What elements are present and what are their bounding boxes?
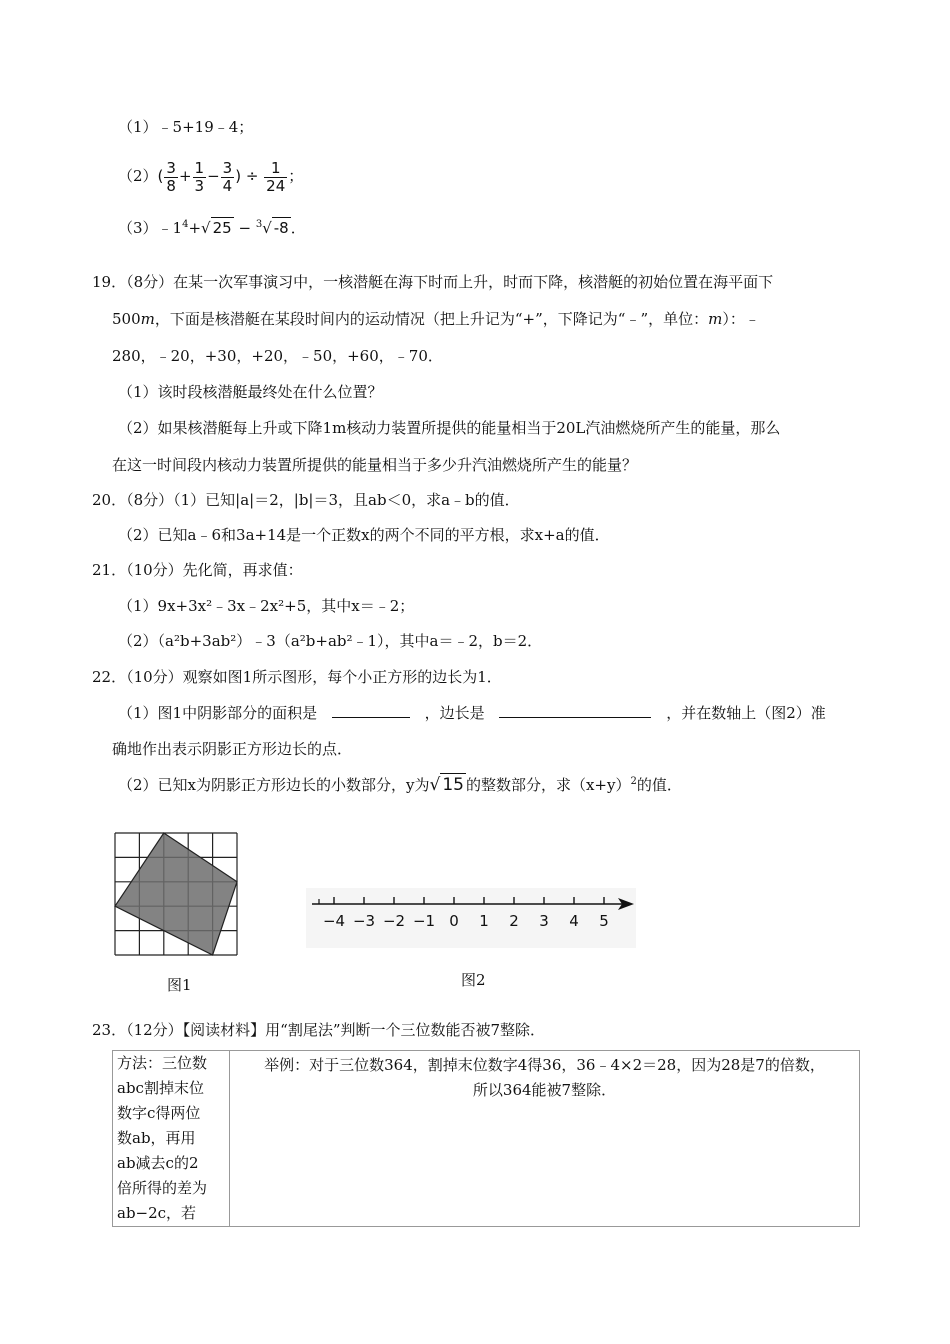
method-line: abc割掉末位 <box>117 1079 204 1097</box>
axis-tick-label: 1 <box>479 912 489 930</box>
cube-root-symbol: √ -8 <box>262 219 289 237</box>
example-line: 举例：对于三位数364，割掉末位数字4得36，36﹣4×2＝28，因为28是7的倍数， <box>264 1056 825 1074</box>
q22-line3: 确地作出表示阴影正方形边长的点． <box>112 740 353 758</box>
q23-line1: 23．（12分）【阅读材料】用“割尾法”判断一个三位数能否被7整除． <box>92 1021 546 1039</box>
fraction: $\frac{3}{4}$ <box>222 158 233 195</box>
q22-line4: （2）已知x为阴影正方形边长的小数部分，y为√ 15 的整数部分，求$(x+y)^2$的值． <box>118 775 682 795</box>
method-line: ab减去c的2 <box>117 1154 199 1172</box>
axis-tick-label: 4 <box>569 912 579 930</box>
fraction: $\frac{1}{3}$ <box>194 158 205 195</box>
axis-tick-label: −4 <box>322 912 346 930</box>
sqrt-symbol: √ 25 <box>201 219 232 237</box>
q21-line1: 21．（10分）先化简，再求值： <box>92 561 303 579</box>
figure2-caption: 图2 <box>461 971 486 989</box>
sqrt-symbol: √ 15 <box>429 775 464 795</box>
axis-tick-label: −1 <box>412 912 436 930</box>
q18-part1: （1）﹣5+19﹣4； <box>118 118 254 136</box>
reading-material-table <box>112 1050 860 1227</box>
axis-tick-label: 3 <box>539 912 549 930</box>
method-line: 数ab，再用 <box>117 1129 196 1147</box>
q21-line2: （1）9x+3x²﹣3x﹣2x²+5，其中x＝﹣2； <box>118 597 415 615</box>
q19-sub2: （2）如果核潜艇每上升或下降1m核动力装置所提供的能量相当于20L汽油燃烧所产生的能量，那么 <box>118 419 781 437</box>
method-line: ab−2c，若 <box>117 1204 197 1222</box>
answer-blank-side[interactable] <box>499 703 651 718</box>
q20-line1: 20．（8分）（1）已知|a|＝2，|b|＝3，且ab＜0，求a﹣b的值． <box>92 491 520 509</box>
example-line: 所以364能被7整除． <box>472 1081 617 1099</box>
q19-sub2-cont: 在这一时间段内核动力装置所提供的能量相当于多少升汽油燃烧所产生的能量？ <box>112 456 638 474</box>
q22-line1: 22．（10分）观察如图1所示图形，每个小正方形的边长为1． <box>92 668 502 686</box>
axis-tick-label: 5 <box>599 912 609 930</box>
q19-line2: 500m，下面是核潜艇在某段时间内的运动情况（把上升记为“+”，下降记为“﹣”，单位：m）：﹣ <box>112 310 760 328</box>
fraction: $\frac{1}{24}$ <box>266 158 286 195</box>
q19-line3: 280，﹣20，+30，+20，﹣50，+60，﹣70． <box>112 347 443 365</box>
axis-tick-label: −3 <box>352 912 376 930</box>
method-cell <box>113 1051 230 1227</box>
fraction: $\frac{3}{8}$ <box>166 158 176 195</box>
q20-line2: （2）已知a﹣6和3a+14是一个正数x的两个不同的平方根，求x+a的值． <box>118 526 610 544</box>
q18-part3: $(3)﹣1^4+√$ 25 − $^3$√ -8 ． <box>118 219 306 237</box>
axis-tick-label: 2 <box>509 912 519 930</box>
axis-tick-label: 0 <box>449 912 459 930</box>
q21-line3: （2）（a²b+3ab²）﹣3（a²b+ab²﹣1），其中a＝﹣2，b＝2． <box>118 632 543 650</box>
axis-tick-label: −2 <box>382 912 406 930</box>
figure2-number-line <box>306 888 636 948</box>
method-line: 数字c得两位 <box>117 1104 201 1122</box>
figure1-caption: 图1 <box>167 976 192 994</box>
q18-part2: （2）( $\frac{3}{8}$ + $\frac{1}{3}$ − $\frac{3}{4}$ ) ÷ $\frac{1}{24}$ ； <box>118 158 304 195</box>
shaded-square <box>115 833 237 955</box>
answer-blank-area[interactable] <box>332 703 410 718</box>
figure1-grid <box>113 831 241 957</box>
q19-line1: 19．（8分）在某一次军事演习中，一核潜艇在海下时而上升，时而下降，核潜艇的初始位置在海平面下 <box>92 273 774 291</box>
q19-sub1: （1）该时段核潜艇最终处在什么位置？ <box>118 383 383 401</box>
example-cell <box>230 1051 860 1227</box>
method-line: 方法：三位数 <box>117 1054 208 1072</box>
q22-line2: （1）图1中阴影部分的面积是 ，边长是 ，并在数轴上（图2）准 <box>118 704 826 722</box>
method-line: 倍所得的差为 <box>117 1179 208 1197</box>
